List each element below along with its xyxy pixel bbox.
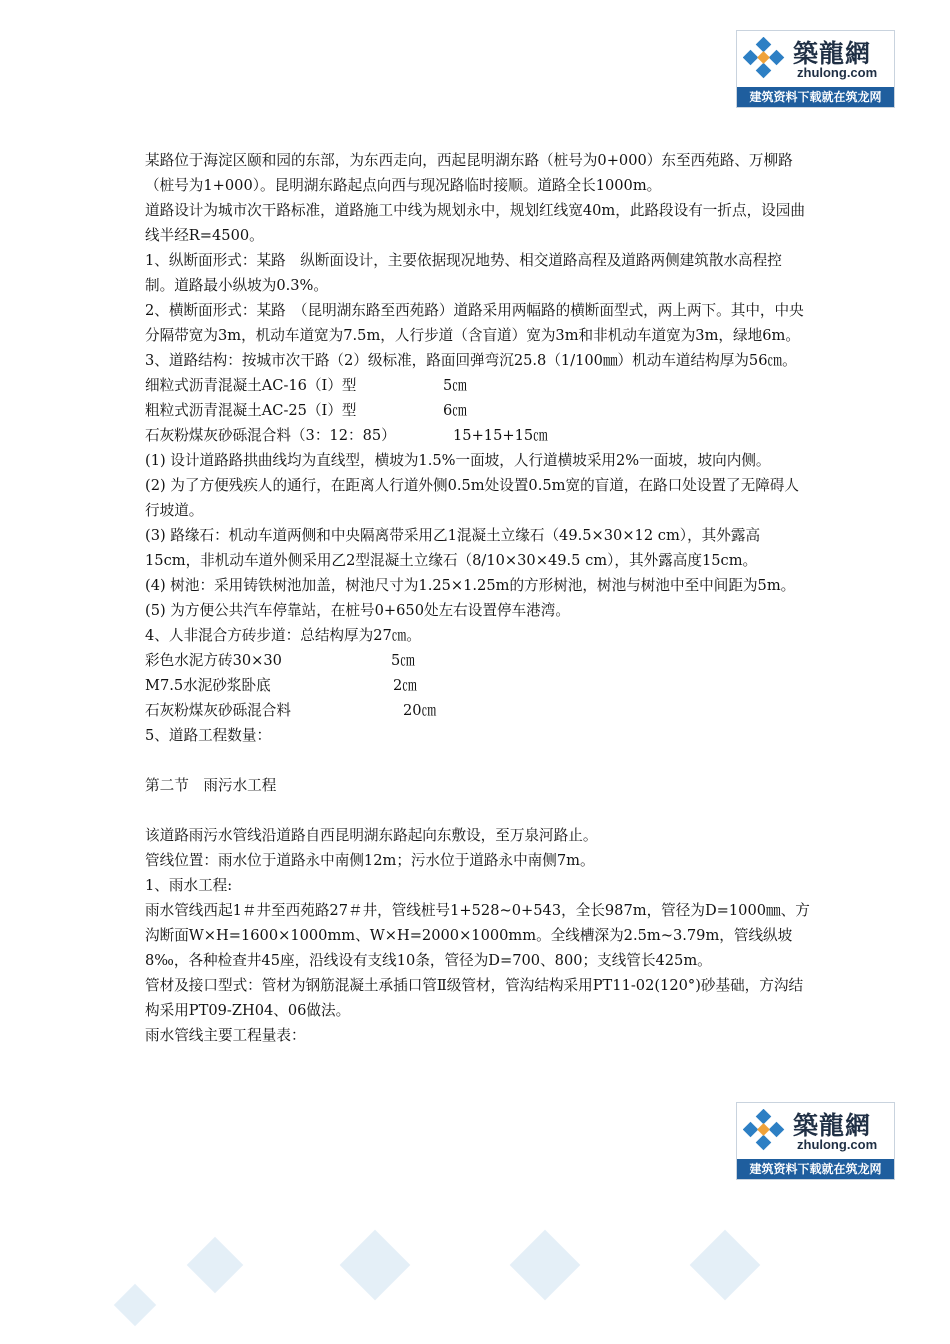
paragraph: 雨水管线西起1＃井至西苑路27＃井，管线桩号1+528~0+543，全长987m，管径为D=1000㎜、方沟断面W×H=1600×1000mm、W×H=2000×1000mm。全线槽深为2.5m~3.79m，管线纵坡8‰，各种检查井45座，沿线设有支线10条，管径为D=700、800；支线管长425m。 (145, 902, 810, 969)
layer-row (145, 648, 810, 673)
paragraph: 管材及接口型式：管材为钢筋混凝土承插口管Ⅱ级管材，管沟结构采用PT11-02(120°)砂基础，方沟结构采用PT09-ZH04、06做法。 (145, 977, 804, 1019)
layer-row (145, 423, 810, 448)
note-item: (2) 为了方便残疾人的通行，在距离人行道外侧0.5m处设置0.5m宽的盲道，在路口处设置了无障碍人行坡道。 (145, 477, 799, 519)
paragraph: 5、道路工程数量： (145, 727, 272, 744)
layer-name: 石灰粉煤灰砂砾混合料（3：12：85） (145, 427, 396, 444)
logo-chinese-name: 築龍網 (793, 39, 872, 68)
layer-thickness: 15+15+15㎝ (453, 427, 548, 444)
layer-row (145, 673, 810, 698)
layer-name: 彩色水泥方砖30×30 (145, 652, 282, 669)
paragraph: 3、道路结构：按城市次干路（2）级标准，路面回弹弯沉25.8（1/100㎜）机动车道结构厚为56㎝。 (145, 352, 797, 369)
note-item: (5) 为方便公共汽车停靠站，在桩号0+650处左右设置停车港湾。 (145, 602, 570, 619)
paragraph: 管线位置：雨水位于道路永中南侧12m；污水位于道路永中南侧7m。 (145, 852, 595, 869)
paragraph: 4、人非混合方砖步道：总结构厚为27㎝。 (145, 627, 421, 644)
paragraph: 某路位于海淀区颐和园的东部，为东西走向，西起昆明湖东路（桩号为0+000）东至西苑路、万柳路（桩号为1+000）。昆明湖东路起点向西与现况路临时接顺。道路全长1000m。 (145, 152, 793, 194)
document-body (145, 148, 810, 1048)
note-item: (3) 路缘石：机动车道两侧和中央隔离带采用乙1混凝土立缘石（49.5×30×12 cm），其外露高15cm，非机动车道外侧采用乙2型混凝土立缘石（8/10×30×49.5 cm），其外露高度15cm。 (145, 527, 761, 569)
logo-slogan: 建筑资料下载就在筑龙网 (737, 87, 894, 107)
logo-diamond-icon (743, 37, 785, 79)
logo-chinese-name: 築龍網 (793, 1111, 872, 1140)
zhulong-logo-bottom (736, 1102, 895, 1180)
paragraph: 雨水管线主要工程量表： (145, 1027, 306, 1044)
layer-name: 石灰粉煤灰砂砾混合料 (145, 702, 291, 719)
layer-thickness: 20㎝ (403, 702, 437, 719)
logo-english-name: zhulong.com (797, 1137, 878, 1152)
layer-thickness: 5㎝ (443, 377, 467, 394)
paragraph: 1、纵断面形式：某路 纵断面设计，主要依据现况地势、相交道路高程及道路两侧建筑散水高程控制。道路最小纵坡为0.3%。 (145, 252, 782, 294)
layer-name: M7.5水泥砂浆卧底 (145, 677, 271, 694)
layer-row (145, 398, 810, 423)
section-heading: 第二节 雨污水工程 (145, 777, 277, 794)
paragraph: 该道路雨污水管线沿道路自西昆明湖东路起向东敷设，至万泉河路止。 (145, 827, 598, 844)
zhulong-logo-top (736, 30, 895, 108)
paragraph: 道路设计为城市次干路标准，道路施工中线为规划永中，规划红线宽40m，此路段设有一折点，设园曲线半经R=4500。 (145, 202, 805, 244)
logo-diamond-icon (743, 1109, 785, 1151)
note-item: (4) 树池：采用铸铁树池加盖，树池尺寸为1.25×1.25m的方形树池，树池与树池中至中间距为5m。 (145, 577, 796, 594)
layer-thickness: 6㎝ (443, 402, 467, 419)
watermark-pattern (0, 1210, 950, 1344)
layer-thickness: 5㎝ (391, 652, 415, 669)
layer-name: 细粒式沥青混凝土AC-16（Ⅰ）型 (145, 377, 357, 394)
note-item: (1) 设计道路路拱曲线均为直线型，横坡为1.5%一面坡，人行道横坡采用2%一面坡，坡向内侧。 (145, 452, 771, 469)
layer-thickness: 2㎝ (393, 677, 417, 694)
paragraph: 1、雨水工程: (145, 877, 233, 894)
logo-slogan: 建筑资料下载就在筑龙网 (737, 1159, 894, 1179)
paragraph: 2、横断面形式：某路 （昆明湖东路至西苑路）道路采用两幅路的横断面型式，两上两下。其中，中央分隔带宽为3m，机动车道宽为7.5m，人行步道（含盲道）宽为3m和非机动车道宽为3m，绿地6m。 (145, 302, 804, 344)
layer-row (145, 698, 810, 723)
layer-name: 粗粒式沥青混凝土AC-25（Ⅰ）型 (145, 402, 357, 419)
layer-row (145, 373, 810, 398)
logo-english-name: zhulong.com (797, 65, 878, 80)
